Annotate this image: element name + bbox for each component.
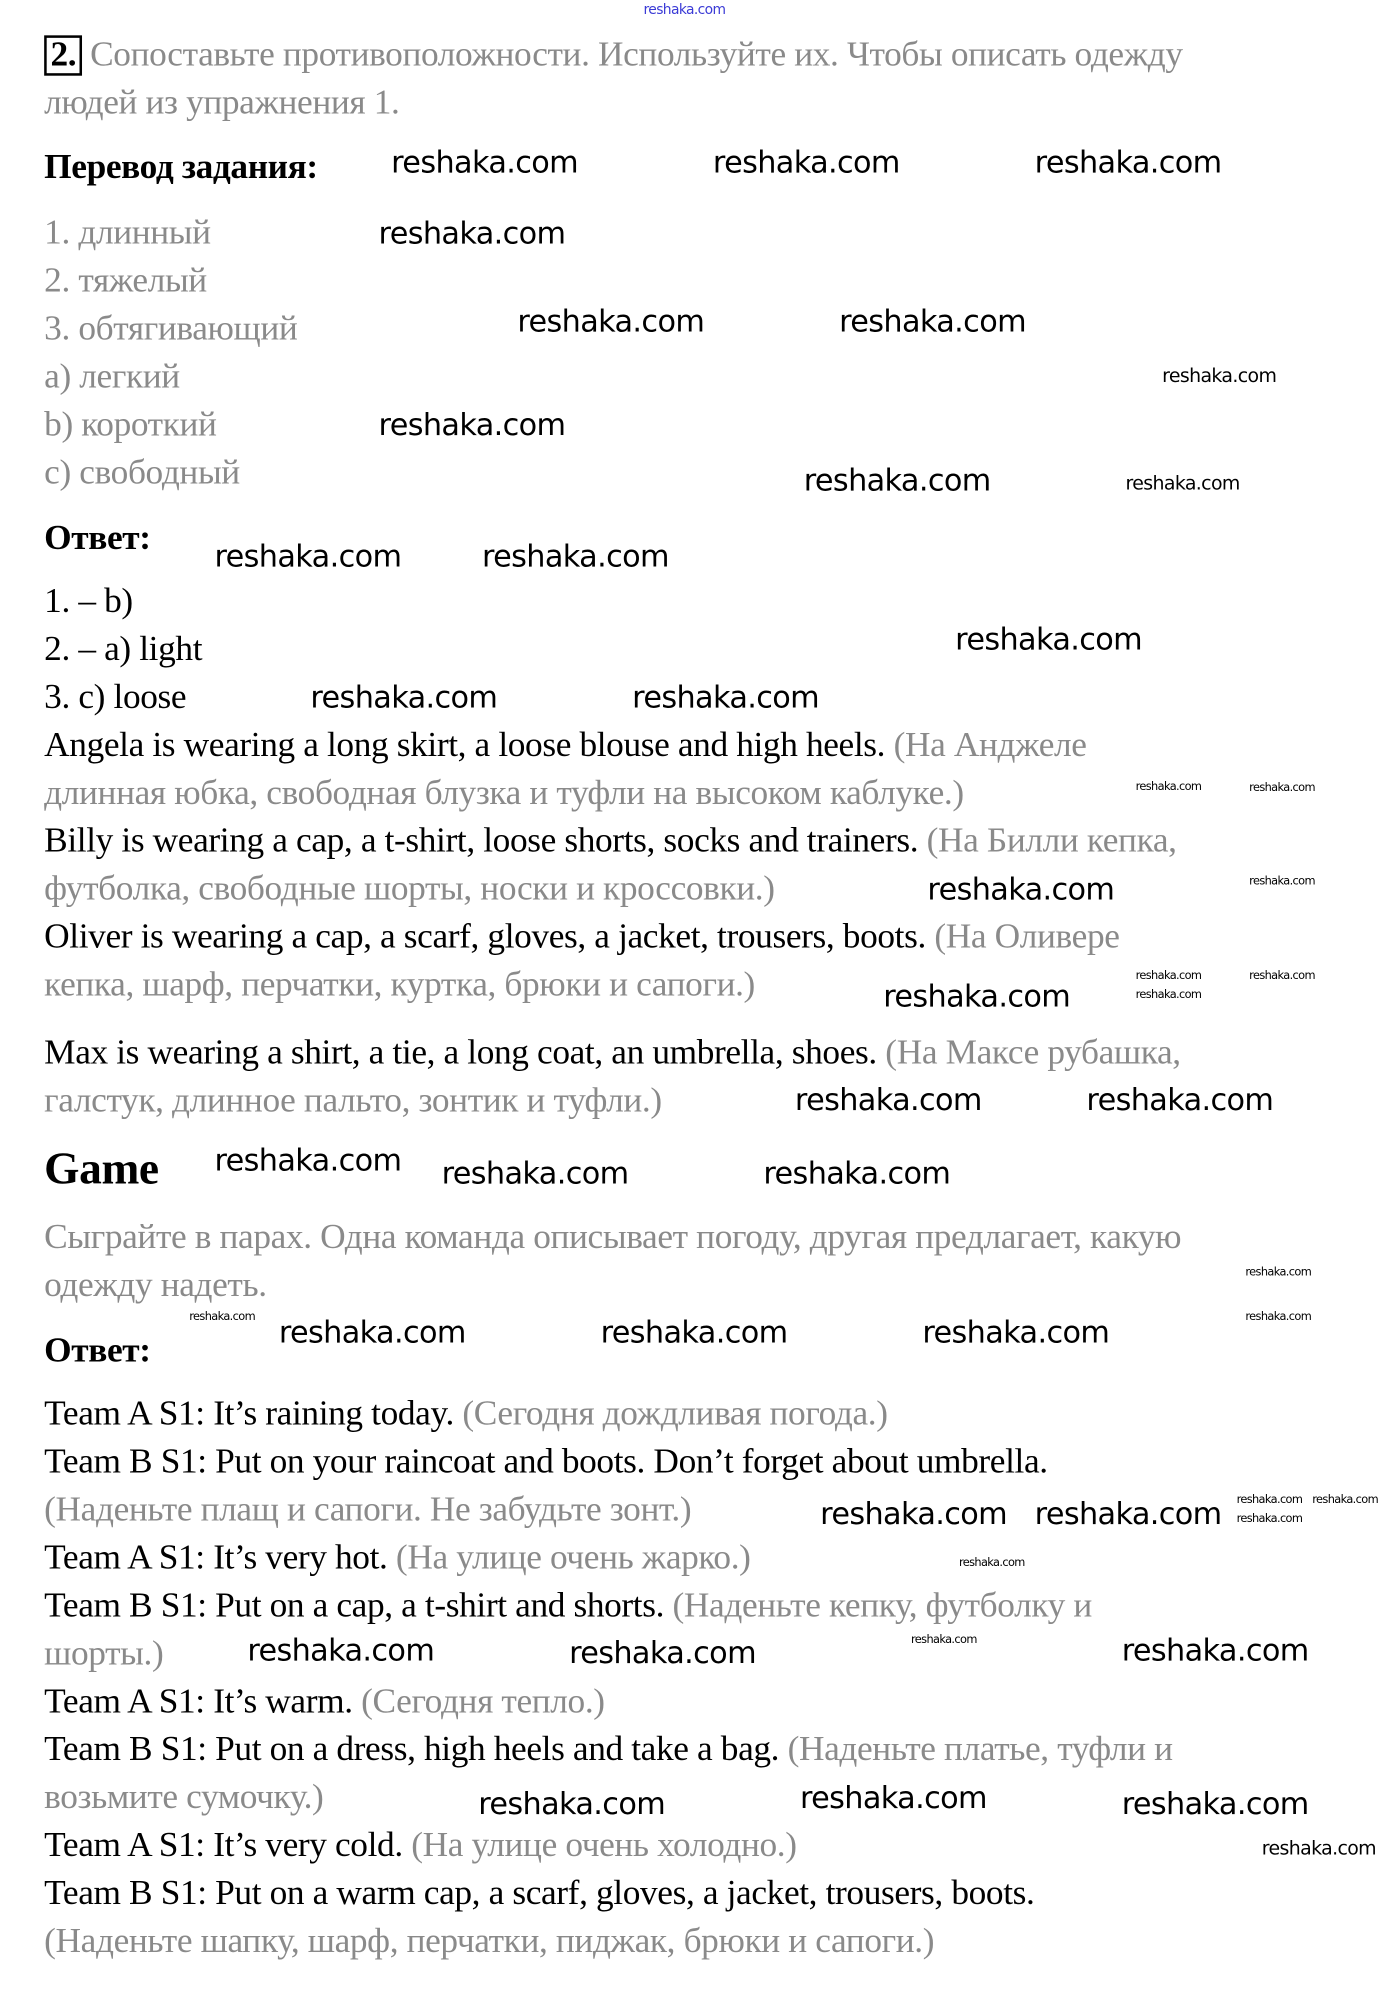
dialogue-translation: (Наденьте платье, туфли и [787,1729,1173,1770]
dialogue-translation: (Сегодня дождливая погода.) [462,1394,888,1434]
watermark: reshaka.com [189,1311,256,1324]
dialogue-translation: (Наденьте плащ и сапоги. Не забудьте зонт.) [44,1490,692,1530]
game-title: Game [44,1143,159,1194]
watermark: reshaka.com [820,1496,1008,1532]
dialogue-english: Team B S1: Put on a dress, high heels and take a bag. [44,1729,780,1770]
dialogue-translation: (Сегодня тепло.) [361,1681,605,1722]
watermark: reshaka.com [712,144,900,181]
watermark: reshaka.com [378,215,566,251]
sentence-translation: кепка, шарф, перчатки, куртка, брюки и сапоги.) [44,965,755,1005]
watermark: reshaka.com [1034,144,1222,181]
dialogue-line [44,1538,750,1578]
translation-item: 2. тяжелый [44,261,207,301]
watermark: reshaka.com [214,1142,402,1179]
translation-item: c) свободный [44,452,240,493]
watermark: reshaka.com [911,1634,977,1647]
watermark: reshaka.com [600,1314,788,1350]
sentence: Billy is wearing a cap, a t-shirt, loose shorts, socks and trainers. (На Билли кепка, [44,821,1177,861]
dialogue-line [44,1874,1034,1914]
watermark: reshaka.com [1125,471,1240,495]
watermark: reshaka.com [883,978,1071,1015]
watermark: reshaka.com [391,144,579,181]
watermark: reshaka.com [1249,875,1315,889]
watermark: reshaka.com [1249,782,1315,796]
answer-heading: Ответ: [44,518,151,558]
game-answer-heading: Ответ: [44,1331,151,1371]
watermark: reshaka.com [1086,1082,1274,1118]
translation-item: a) легкий [44,357,180,397]
dialogue-translation: (На улице очень холодно.) [411,1825,797,1865]
watermark: reshaka.com [1249,970,1315,984]
game-instruction-cont: одежду надеть. [44,1265,267,1305]
dialogue-english: Team A S1: It’s very cold. [44,1825,403,1865]
translation-item: 1. длинный [44,213,211,253]
dialogue-line [44,1826,796,1866]
watermark: reshaka.com [799,1780,987,1816]
dialogue-english: Team B S1: Put on a warm cap, a scarf, gloves, a jacket, trousers, boots. [44,1873,1035,1913]
watermark: reshaka.com [278,1314,466,1350]
watermark: reshaka.com [839,303,1026,340]
answer-match: 1. – b) [44,581,133,621]
sentence-translation: футболка, свободные шорты, носки и кроссовки.) [44,869,775,909]
watermark: reshaka.com [1121,1786,1309,1822]
dialogue-line [44,1730,1172,1770]
watermark: reshaka.com [1261,1836,1376,1860]
watermark: reshaka.com [1135,781,1202,794]
watermark: reshaka.com [1162,364,1277,388]
translation-item: b) короткий [44,405,217,445]
watermark: reshaka.com [1312,1494,1379,1507]
watermark: reshaka.com [1121,1632,1309,1668]
dialogue-translation: шорты.) [44,1634,164,1674]
watermark: reshaka.com [310,679,498,716]
watermark: reshaka.com [632,679,820,716]
dialogue-line [44,1778,323,1818]
watermark: reshaka.com [569,1635,756,1671]
watermark: reshaka.com [214,538,402,574]
watermark: reshaka.com [1236,1512,1303,1526]
task-number: 2. [44,35,82,75]
sentence-translation: галстук, длинное пальто, зонтик и туфли.) [44,1081,662,1121]
dialogue-line [44,1922,934,1962]
watermark: reshaka.com [378,407,566,443]
watermark: reshaka.com [922,1314,1110,1350]
watermark: reshaka.com [643,1,726,18]
dialogue-line [44,1586,1092,1626]
dialogue-translation: (Наденьте кепку, футболку и [672,1586,1092,1626]
dialogue-translation: (Наденьте шапку, шарф, перчатки, пиджак, брюки и сапоги.) [44,1921,935,1961]
task-instruction: 2. Сопоставьте противоположности. Используйте их. Чтобы описать одежду [44,35,1182,75]
dialogue-english: Team A S1: It’s raining today. [44,1394,454,1434]
dialogue-translation: (На улице очень жарко.) [395,1538,751,1578]
dialogue-english: Team A S1: It’s very hot. [44,1538,388,1578]
answer-match: 3. c) loose [44,677,187,717]
watermark: reshaka.com [441,1155,629,1191]
task-instruction-cont: людей из упражнения 1. [44,83,400,123]
watermark: reshaka.com [1245,1311,1312,1324]
watermark: reshaka.com [247,1632,435,1668]
dialogue-line [44,1442,1048,1482]
watermark: reshaka.com [958,1557,1025,1570]
translation-heading: Перевод задания: [44,147,318,187]
sentence: Oliver is wearing a cap, a scarf, gloves, a jacket, trousers, boots. (На Оливере [44,917,1120,957]
sentence: Angela is wearing a long skirt, a loose blouse and high heels. (На Анджеле [44,725,1087,765]
watermark: reshaka.com [927,871,1115,907]
sentence-translation: длинная юбка, свободная блузка и туфли на высоком каблуке.) [44,773,964,813]
watermark: reshaka.com [955,621,1143,658]
dialogue-translation: возьмите сумочку.) [44,1777,324,1817]
dialogue-english: Team B S1: Put on your raincoat and boots. Don’t forget about umbrella. [44,1442,1048,1482]
watermark: reshaka.com [1034,1496,1222,1532]
watermark: reshaka.com [1135,970,1202,984]
watermark: reshaka.com [803,462,991,499]
answer-match: 2. – a) light [44,629,203,669]
watermark: reshaka.com [1135,989,1202,1002]
dialogue-line [44,1682,605,1722]
sentence: Max is wearing a shirt, a tie, a long coat, an umbrella, shoes. (На Максе рубашка, [44,1033,1181,1073]
dialogue-line [44,1634,163,1674]
translation-item: 3. обтягивающий [44,309,298,349]
watermark: reshaka.com [517,303,705,340]
watermark: reshaka.com [763,1155,951,1191]
dialogue-english: Team A S1: It’s warm. [44,1681,353,1722]
dialogue-line [44,1394,887,1434]
watermark: reshaka.com [794,1082,982,1118]
game-instruction: Сыграйте в парах. Одна команда описывает погоду, другая предлагает, какую [44,1217,1182,1257]
dialogue-line [44,1490,691,1530]
watermark: reshaka.com [1236,1494,1303,1507]
dialogue-english: Team B S1: Put on a cap, a t-shirt and shorts. [44,1586,665,1626]
watermark: reshaka.com [478,1786,666,1822]
watermark: reshaka.com [482,538,669,574]
watermark: reshaka.com [1245,1266,1312,1280]
